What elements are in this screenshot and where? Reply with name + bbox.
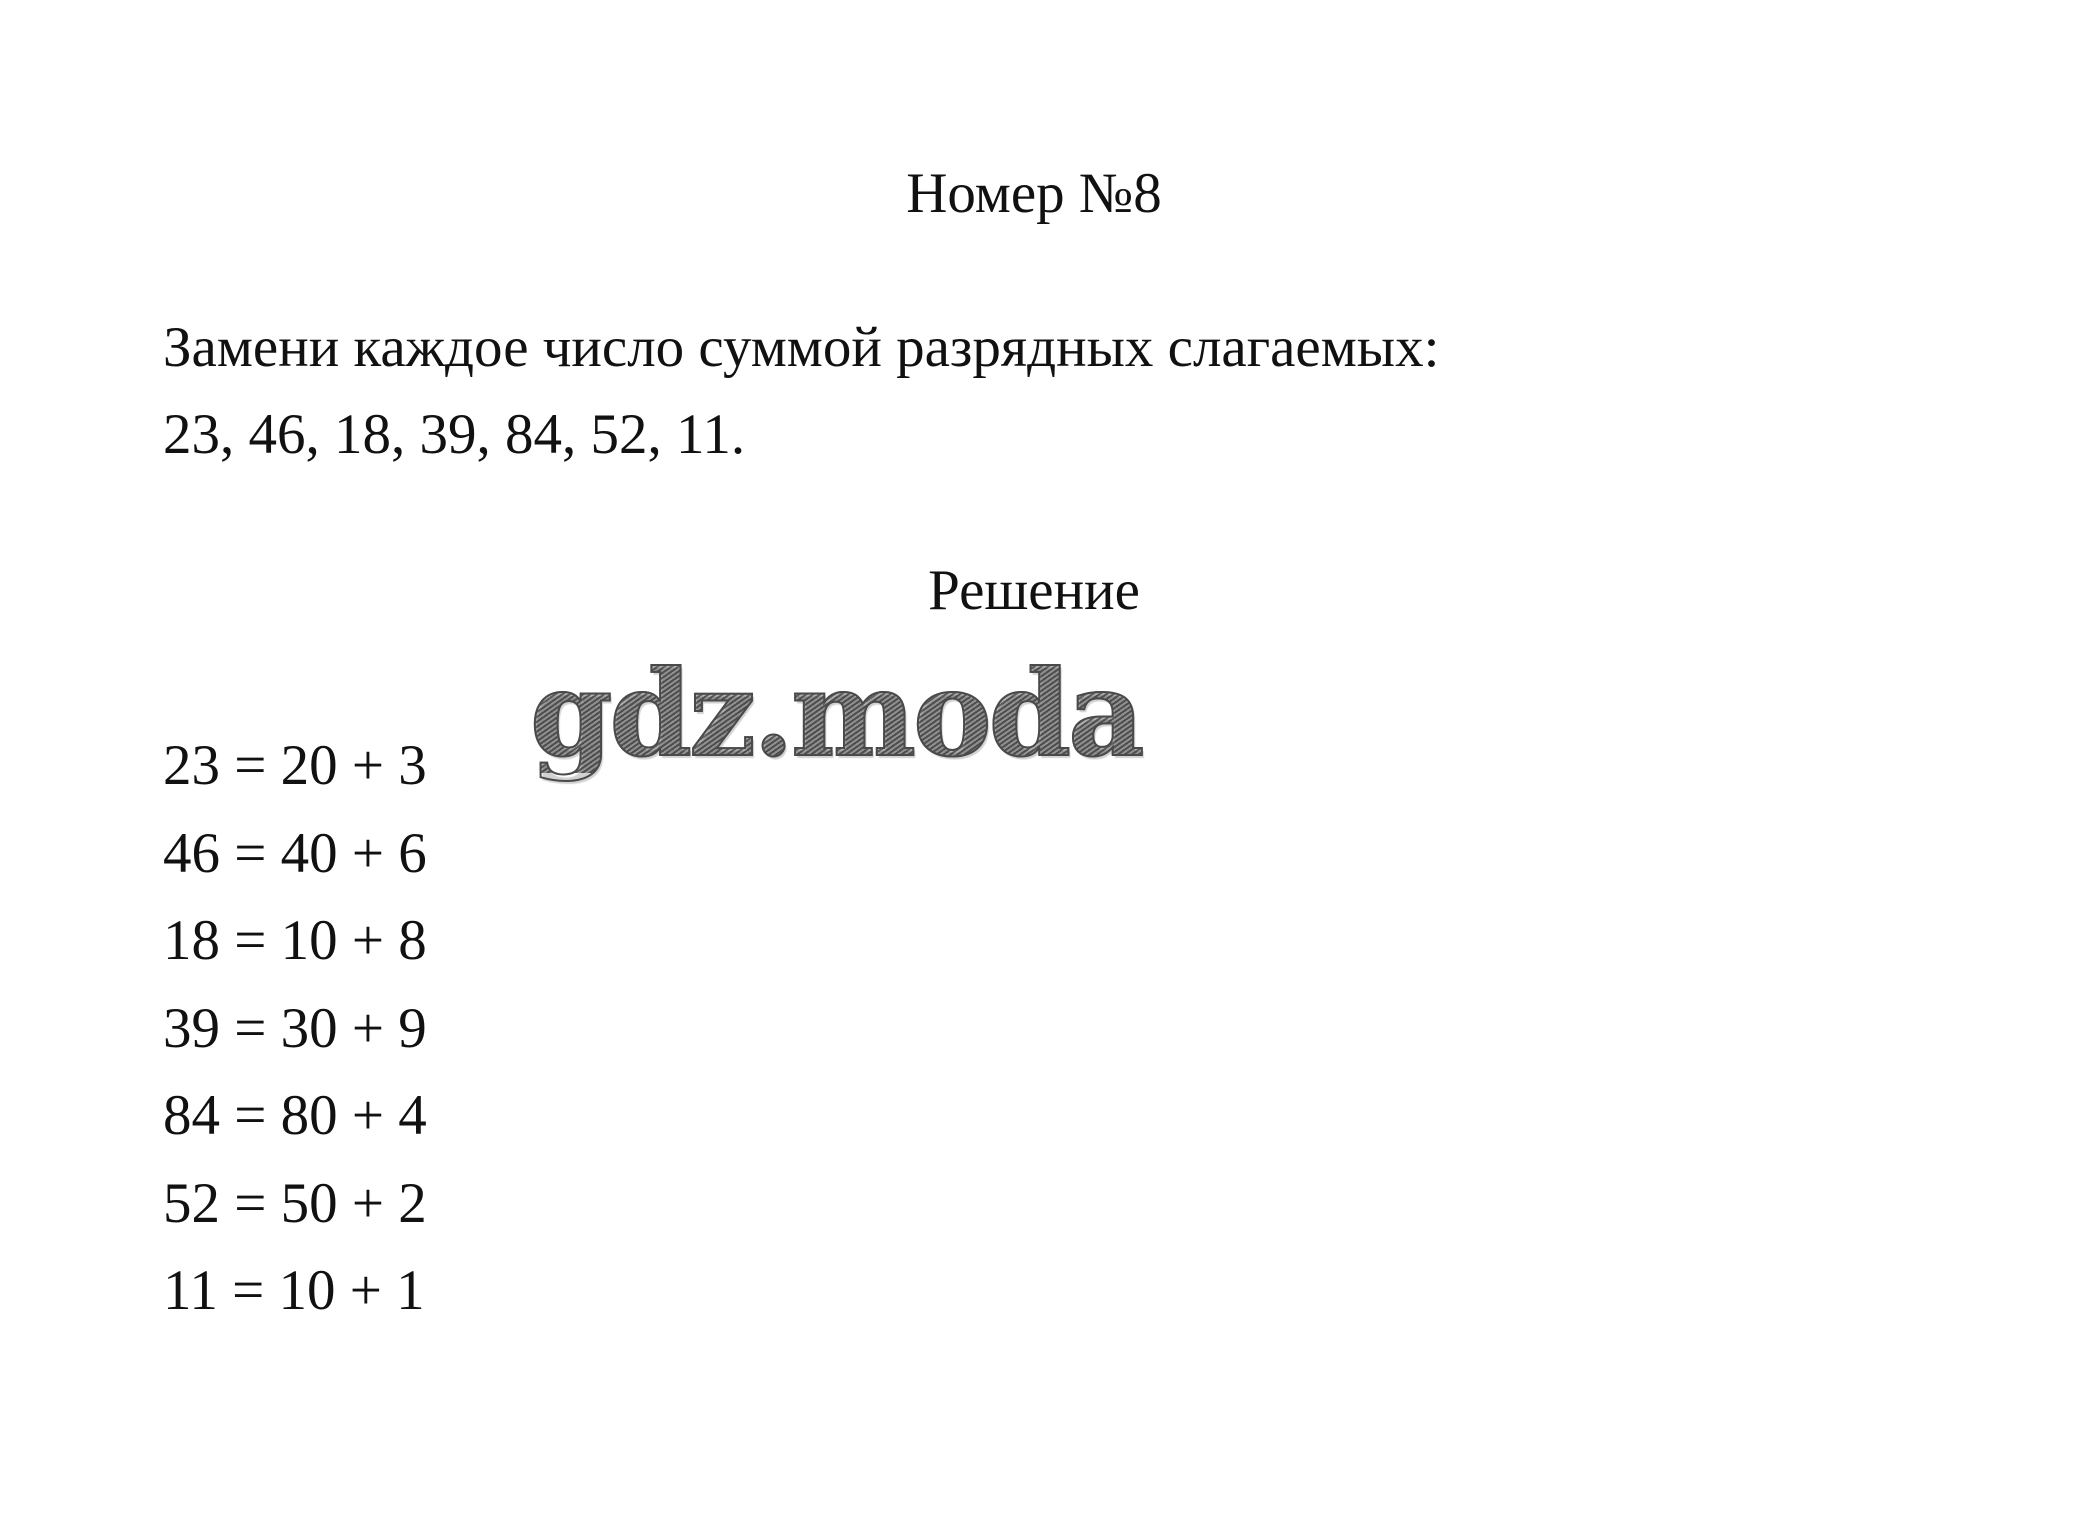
equation-line: 52 = 50 + 2 xyxy=(163,1171,427,1235)
equation-line: 39 = 30 + 9 xyxy=(163,996,427,1060)
page-title: Номер №8 xyxy=(906,162,1162,225)
equation-line: 84 = 80 + 4 xyxy=(163,1084,427,1147)
equation-line: 23 = 20 + 3 xyxy=(163,734,427,797)
task-text: Замени каждое число суммой разрядных слагаемых: xyxy=(163,316,1440,379)
solution-heading: Решение xyxy=(928,559,1140,622)
task-numbers: 23, 46, 18, 39, 84, 52, 11. xyxy=(163,403,746,466)
equation-list xyxy=(163,722,427,1335)
equation-line: 46 = 40 + 6 xyxy=(163,821,427,885)
watermark-logo: gdz.moda xyxy=(530,644,1142,783)
equation-line: 18 = 10 + 8 xyxy=(163,909,427,972)
equation-line: 11 = 10 + 1 xyxy=(163,1259,425,1322)
